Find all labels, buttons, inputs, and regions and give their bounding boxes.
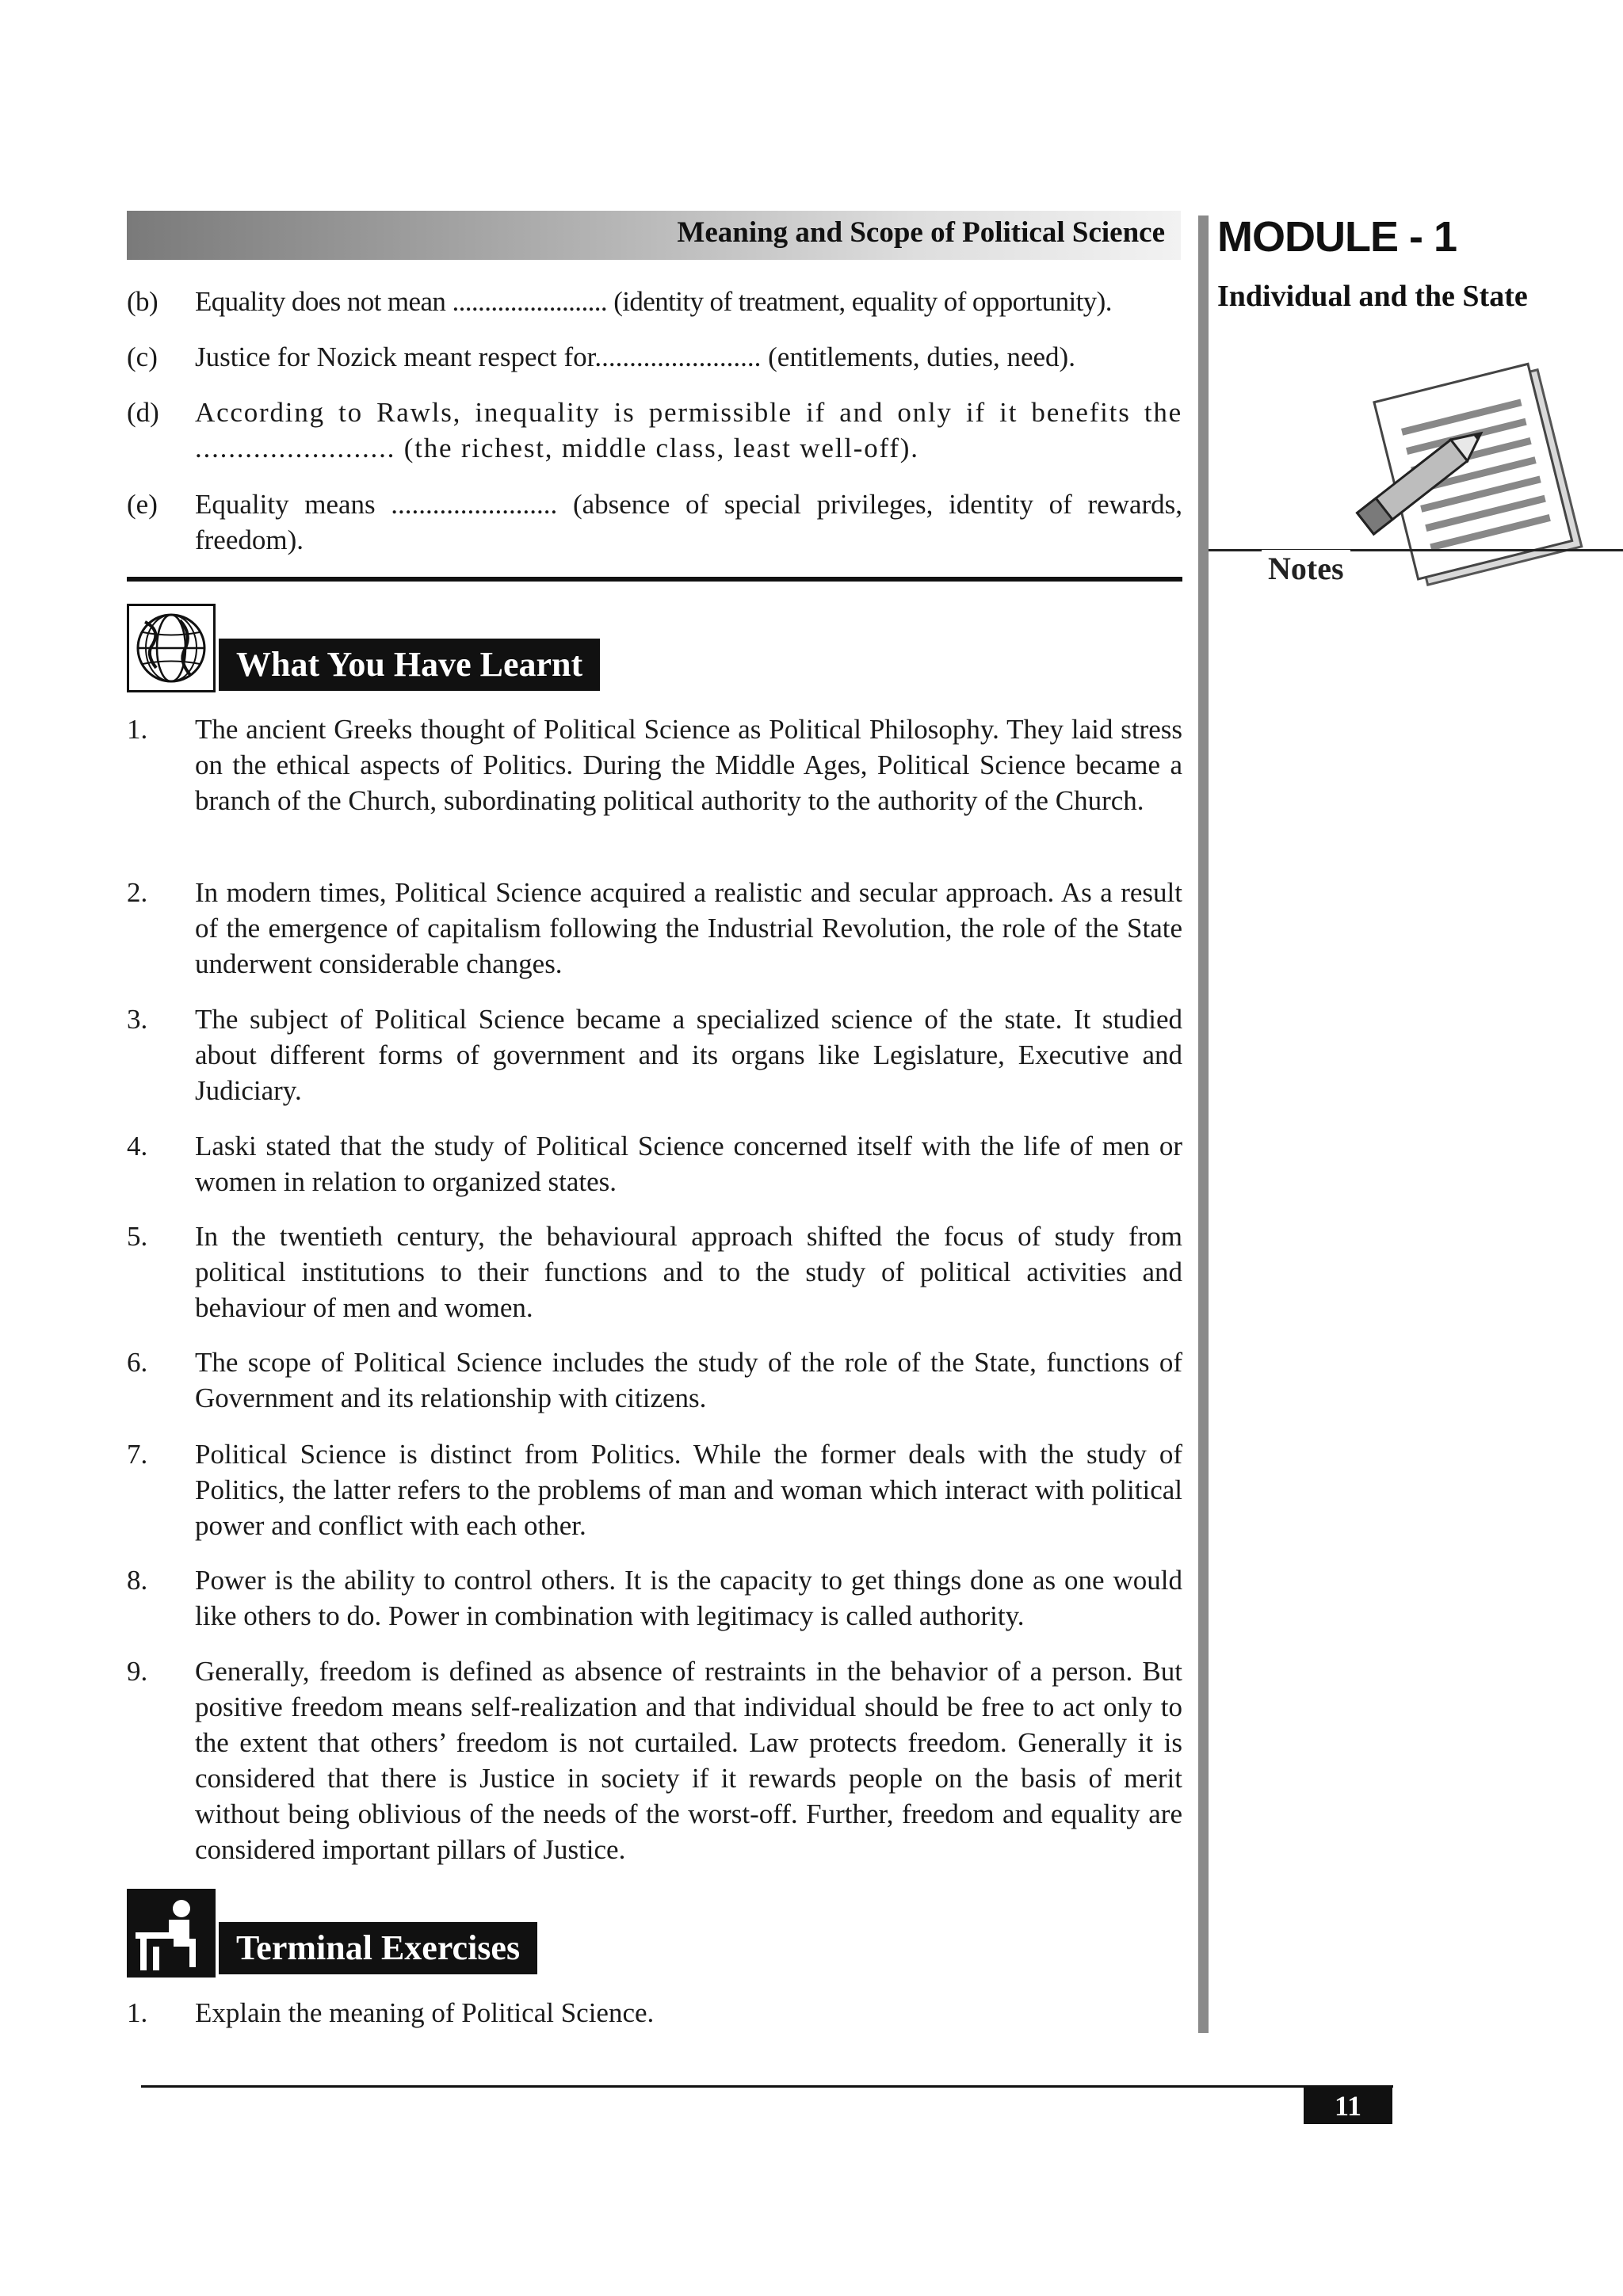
module-title: MODULE - 1 (1217, 213, 1457, 261)
page-number: 11 (1304, 2088, 1392, 2124)
learnt-item-text: Power is the ability to control others. It is the capacity to get things done as one would like others to do. Power in combination with legitimacy is called authority. (195, 1565, 1182, 1631)
learnt-item-text: The scope of Political Science includes the study of the role of the State, functions of Government and its relationship with citizens. (195, 1347, 1182, 1413)
learnt-item (127, 1436, 1182, 1543)
exercise-item (127, 1995, 1182, 2031)
notes-label: Notes (1262, 550, 1350, 587)
student-at-desk-icon (127, 1889, 216, 1978)
sidebar-divider (1198, 215, 1209, 2033)
learnt-item-number: 9. (127, 1656, 148, 1687)
learnt-item (127, 711, 1182, 818)
learnt-item (127, 1562, 1182, 1634)
learnt-item-number: 5. (127, 1221, 148, 1252)
section-divider (127, 577, 1182, 582)
learnt-item (127, 1344, 1182, 1416)
exercises-heading-title: Terminal Exercises (219, 1922, 537, 1974)
question-label: (d) (127, 397, 159, 428)
exercise-item-text: Explain the meaning of Political Science. (195, 1997, 655, 2028)
notepad-pencil-icon (1339, 357, 1593, 586)
question-item (127, 339, 1182, 375)
learnt-item (127, 1653, 1182, 1867)
learnt-heading-title: What You Have Learnt (219, 639, 600, 691)
running-header-title: Meaning and Scope of Political Science (677, 216, 1165, 249)
question-item (127, 395, 1182, 466)
learnt-item-text: The subject of Political Science became a specialized science of the state. It studied about different forms of government and its organs like Legislature, Executive and Judiciary. (195, 1004, 1182, 1106)
footer-divider (141, 2085, 1393, 2088)
globe-icon (127, 604, 216, 692)
learnt-item-text: In modern times, Political Science acquired a realistic and secular approach. As a result of the emergence of capitalism following the Industrial Revolution, the role of the State underwent considerable changes. (195, 877, 1182, 979)
question-label: (e) (127, 489, 158, 520)
learnt-item-number: 8. (127, 1565, 148, 1596)
learnt-item-text: Political Science is distinct from Politics. While the former deals with the study of Politics, the latter refers to the problems of man and woman which interact with political power and conflict with each other. (195, 1439, 1182, 1541)
running-header (127, 211, 1181, 260)
question-label: (c) (127, 341, 158, 372)
module-subtitle: Individual and the State (1217, 280, 1528, 313)
learnt-item-text: Laski stated that the study of Political Science concerned itself with the life of men or women in relation to organized states. (195, 1131, 1182, 1197)
question-text: According to Rawls, inequality is permissible if and only if it benefits the ........................ (the richest, middle class, least well-off). (195, 397, 1182, 463)
question-label: (b) (127, 286, 158, 317)
learnt-item-text: In the twentieth century, the behavioural approach shifted the focus of study from political institutions to their functions and to the study of political activities and behaviour of men and women. (195, 1221, 1182, 1323)
learnt-item (127, 1001, 1182, 1108)
learnt-item (127, 875, 1182, 982)
question-text: Justice for Nozick meant respect for........................ (entitlements, duties, need). (195, 341, 1075, 372)
learnt-item-number: 4. (127, 1131, 148, 1161)
learnt-item-text: Generally, freedom is defined as absence of restraints in the behavior of a person. But positive freedom means self-realization and that individual should be free to act only to the extent that others’ freedom is not curtailed. Law protects freedom. Generally it is considered that there is Justice in society if it rewards people on the basis of merit without being oblivious of the needs of the worst-off. Further, freedom and equality are considered important pillars of Justice. (195, 1656, 1182, 1865)
learnt-item (127, 1219, 1182, 1325)
learnt-item-text: The ancient Greeks thought of Political Science as Political Philosophy. They laid stress on the ethical aspects of Politics. During the Middle Ages, Political Science became a branch of the Church, subordinating political authority to the authority of the Church. (195, 714, 1182, 816)
learnt-item-number: 1. (127, 714, 148, 745)
question-item (127, 486, 1182, 558)
exercise-item-number: 1. (127, 1997, 148, 2028)
learnt-item-number: 2. (127, 877, 148, 908)
learnt-item-number: 7. (127, 1439, 148, 1470)
learnt-item-number: 3. (127, 1004, 148, 1035)
learnt-item-number: 6. (127, 1347, 148, 1378)
question-text: Equality means ........................ (absence of special privileges, identity of rewards, freedom). (195, 489, 1182, 555)
learnt-item (127, 1128, 1182, 1199)
question-item (127, 284, 1182, 319)
question-text: Equality does not mean ........................ (identity of treatment, equality of opportunity). (195, 286, 1112, 317)
